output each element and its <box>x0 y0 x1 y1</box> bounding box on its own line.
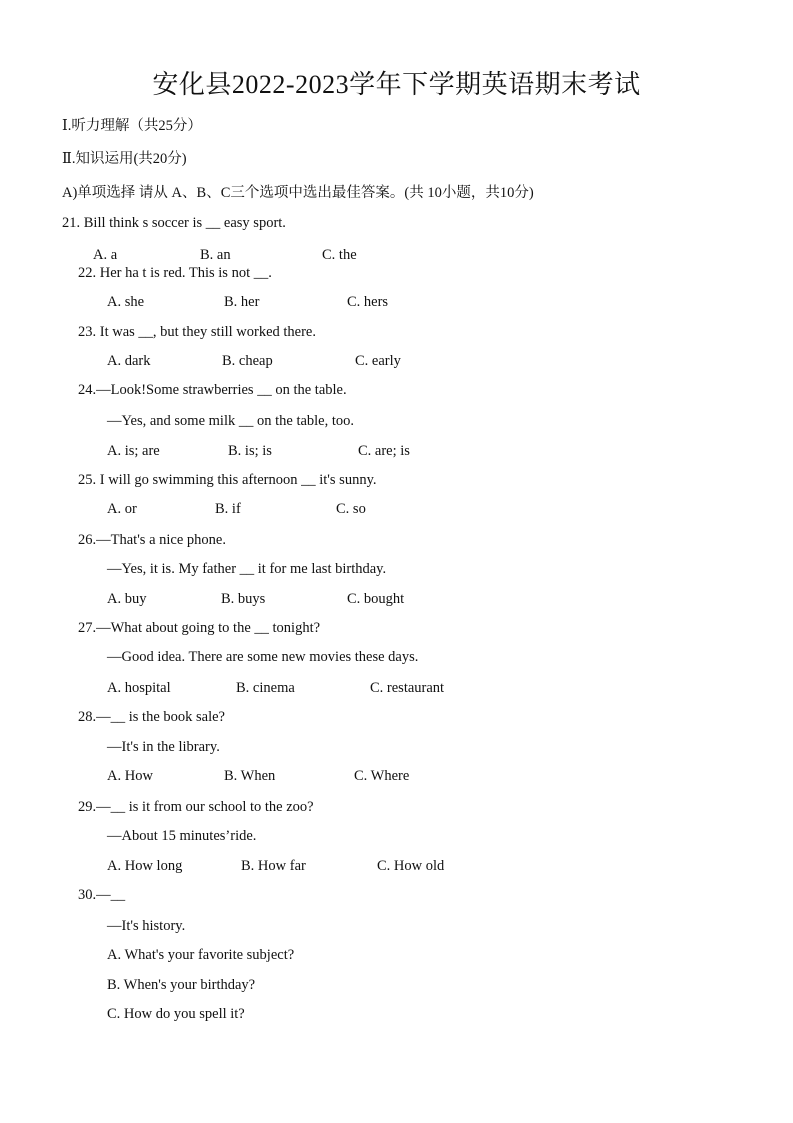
option-a: A. is; are <box>107 443 160 459</box>
question-25-stem: 25. I will go swimming this afternoon __ it's sunny. <box>78 472 377 488</box>
question-21-stem: 21. Bill think s soccer is __ easy sport. <box>62 215 286 231</box>
question-29-stem: 29.—__ is it from our school to the zoo? <box>78 799 314 815</box>
option-c: C. early <box>355 353 401 369</box>
option-a: A. How long <box>107 858 183 874</box>
option-b: B. cheap <box>222 353 273 369</box>
question-30-option-b: B. When's your birthday? <box>107 977 256 993</box>
option-b: B. cinema <box>236 680 295 696</box>
question-30-reply: —It's history. <box>107 918 186 934</box>
option-b: B. her <box>224 294 260 310</box>
question-28-reply: —It's in the library. <box>107 739 220 755</box>
question-24-reply: —Yes, and some milk __ on the table, too. <box>107 413 355 429</box>
option-c: C. the <box>322 247 357 263</box>
option-a: A. she <box>107 294 145 310</box>
section-listening-heading: Ⅰ.听力理解（共25分） <box>62 118 202 134</box>
section-knowledge-heading: Ⅱ.知识运用(共20分) <box>62 151 187 167</box>
question-30-stem: 30.—__ <box>78 887 126 903</box>
option-a: A. buy <box>107 591 147 607</box>
option-c: C. restaurant <box>370 680 445 696</box>
question-26-stem: 26.—That's a nice phone. <box>78 532 226 548</box>
question-24-stem: 24.—Look!Some strawberries __ on the table. <box>78 382 347 398</box>
question-23-stem: 23. It was __, but they still worked there. <box>78 324 316 340</box>
option-c: C. bought <box>347 591 405 607</box>
question-22-stem: 22. Her ha t is red. This is not __. <box>78 265 272 281</box>
question-27-stem: 27.—What about going to the __ tonight? <box>78 620 321 636</box>
part-a-instructions: A)单项选择 请从 A、B、C三个选项中选出最佳答案。(共 10小题，共10分) <box>62 185 534 201</box>
question-30-option-a: A. What's your favorite subject? <box>107 947 295 963</box>
question-28-stem: 28.—__ is the book sale? <box>78 709 225 725</box>
option-a: A. or <box>107 501 137 517</box>
option-b: B. How far <box>241 858 306 874</box>
exam-title: 安化县2022-2023学年下学期英语期末考试 <box>152 70 641 99</box>
option-c: C. are; is <box>358 443 410 459</box>
option-a: A. a <box>93 247 118 263</box>
option-a: A. hospital <box>107 680 171 696</box>
option-c: C. Where <box>354 768 410 784</box>
option-b: B. an <box>200 247 231 263</box>
question-26-reply: —Yes, it is. My father __ it for me last birthday. <box>107 561 387 577</box>
option-a: A. How <box>107 768 153 784</box>
option-b: B. if <box>215 501 241 517</box>
option-c: C. How old <box>377 858 445 874</box>
option-c: C. hers <box>347 294 389 310</box>
option-c: C. so <box>336 501 366 517</box>
option-b: B. buys <box>221 591 266 607</box>
option-b: B. is; is <box>228 443 272 459</box>
option-a: A. dark <box>107 353 151 369</box>
question-29-reply: —About 15 minutes’ride. <box>107 828 257 844</box>
option-b: B. When <box>224 768 276 784</box>
question-27-reply: —Good idea. There are some new movies these days. <box>107 649 419 665</box>
question-30-option-c: C. How do you spell it? <box>107 1006 245 1022</box>
